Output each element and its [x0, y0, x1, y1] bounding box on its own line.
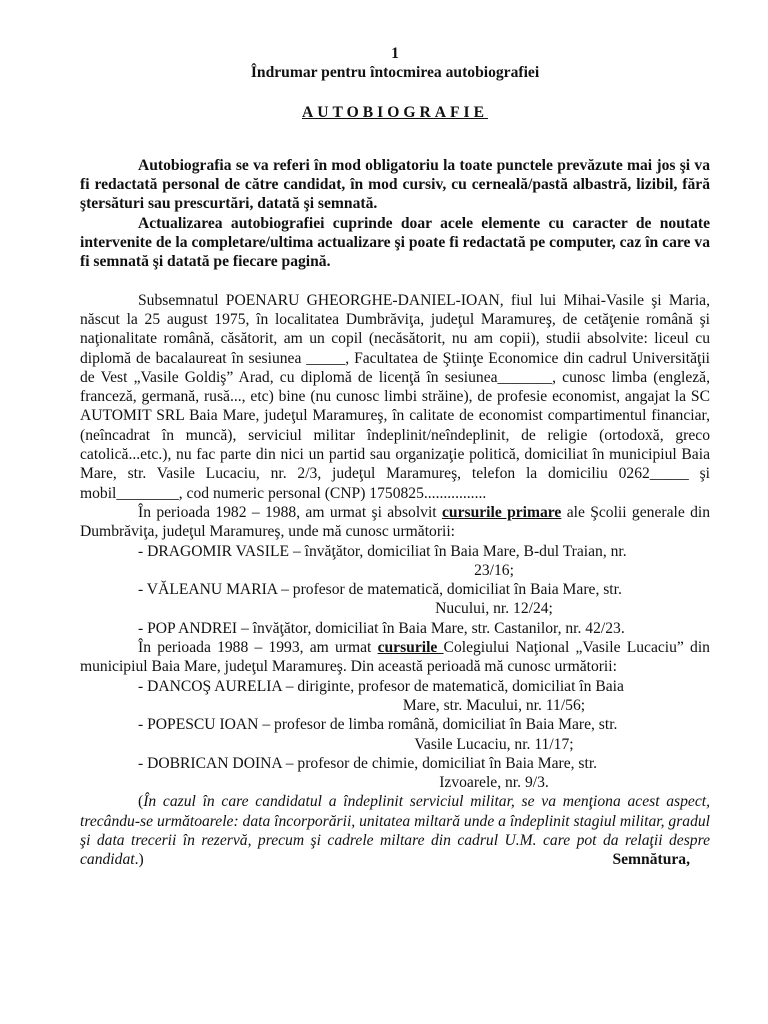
- military-note: În cazul în care candidatul a îndeplinit serviciul militar, se va menţiona acest aspect, trecându-se următoarele: data încorporării, unitatea miltară unde a îndeplinit stagiul militar, gradul şi data trecerii în rezervă, precum şi cadrele miltare din cadrul U.M. care pot da relaţii despre candidat: [80, 793, 710, 869]
- instructions-paragraph-2: Actualizarea autobiografiei cuprinde doar acele elemente cu caracter de noutate intervenite de la completare/ultima actualizare şi poate fi redactată pe computer, caz în care va fi semnată şi datată pe fiecare pagină.: [80, 214, 710, 271]
- primary-list-item: - DRAGOMIR VASILE – învăţător, domiciliat în Baia Mare, B-dul Traian, nr. 23/16;: [138, 542, 627, 579]
- primary-courses-emphasis: cursurile primare: [441, 503, 562, 521]
- college-paragraph: În perioada 1988 – 1993, am urmat cursurile Colegiului Naţional „Vasile Lucaciu” din municipiul Baia Mare, judeţul Maramureş. Din această perioadă mă cunosc următorii:: [80, 639, 710, 676]
- page-number: 1: [391, 45, 399, 62]
- instructions-paragraph-1: Autobiografia se va referi în mod obligatoriu la toate punctele prevăzute mai jos şi va fi redactată personal de către candidat, în mod cursiv, cu cerneală/pastă albastră, lizibil, fără ştersături sau prescurtări, datată şi semnată.: [80, 156, 710, 213]
- college-courses-emphasis: cursurile: [377, 639, 444, 657]
- primary-list-item: - VĂLEANU MARIA – profesor de matematică, domiciliat în Baia Mare, str. Nucului, nr. 12/24;: [138, 581, 622, 618]
- college-list-item: - DOBRICAN DOINA – profesor de chimie, domiciliat în Baia Mare, str. Izvoarele, nr. 9/3.: [138, 754, 598, 792]
- intro-paragraph: Subsemnatul POENARU GHEORGHE-DANIEL-IOAN, fiul lui Mihai-Vasile şi Maria, născut la 25 august 1975, în localitatea Dumbrăviţa, judeţul Maramureş, de cetăţenie română şi naţionalitate română, căsătorit, am un copil (necăsătorit, nu am copii), studii absolvite: liceul cu diplomă de bacalaureat în sesiunea _____, Facultatea de Ştiinţe Economice din cadrul Universităţii de Vest „Vasile Goldiş” Arad, cu diplomă de licenţă în sesiunea_______, cunosc limba (engleză, franceză, germană, rusă..., etc) bine (nu cunosc limbi străine), de profesie economist, angajat la SC AUTOMIT SRL Baia Mare, judeţul Maramureş, în calitate de economist compartimentul financiar, (neîncadrat în muncă), serviciul militar îndeplinit/neîndeplinit, de religie (ortodoxă, greco catolică...etc.), nu fac parte din nici un partid sau organizaţie politică, domiciliat în municipiul Baia Mare, str. Vasile Lucaciu, nr. 2/3, judeţul Maramureş, telefon la domiciliu 0262_____ şi mobil________, cod numeric personal (CNP) 1750825................: [80, 291, 710, 502]
- college-list-item: - DANCOŞ AURELIA – diriginte, profesor de matematică, domiciliat în Baia Mare, str. Macului, nr. 11/56;: [138, 677, 624, 714]
- primary-list-item: - POP ANDREI – învăţător, domiciliat în Baia Mare, str. Castanilor, nr. 42/23.: [138, 619, 625, 637]
- military-note-paragraph: (În cazul în care candidatul a îndeplinit serviciul militar, se va menţiona acest aspect, trecându-se următoarele: data încorporării, unitatea miltară unde a îndeplinit stagiul militar, gradul şi data trecerii în rezervă, precum şi cadrele miltare din cadrul U.M. care pot da relaţii despre candidat.) Semnătura,: [80, 793, 710, 869]
- document-title: AUTOBIOGRAFIE: [301, 103, 489, 121]
- spacer: [80, 272, 710, 291]
- signature-label: Semnătura,: [612, 851, 690, 869]
- college-list-item: - POPESCU IOAN – profesor de limba română, domiciliat în Baia Mare, str. Vasile Lucaciu, nr. 11/17;: [138, 716, 618, 753]
- document-subtitle: Îndrumar pentru întocmirea autobiografiei: [250, 64, 540, 82]
- primary-school-paragraph: În perioada 1982 – 1988, am urmat şi absolvit cursurile primare ale Şcolii generale din Dumbrăviţa, judeţul Maramureş, unde mă cunosc următorii:: [80, 503, 711, 541]
